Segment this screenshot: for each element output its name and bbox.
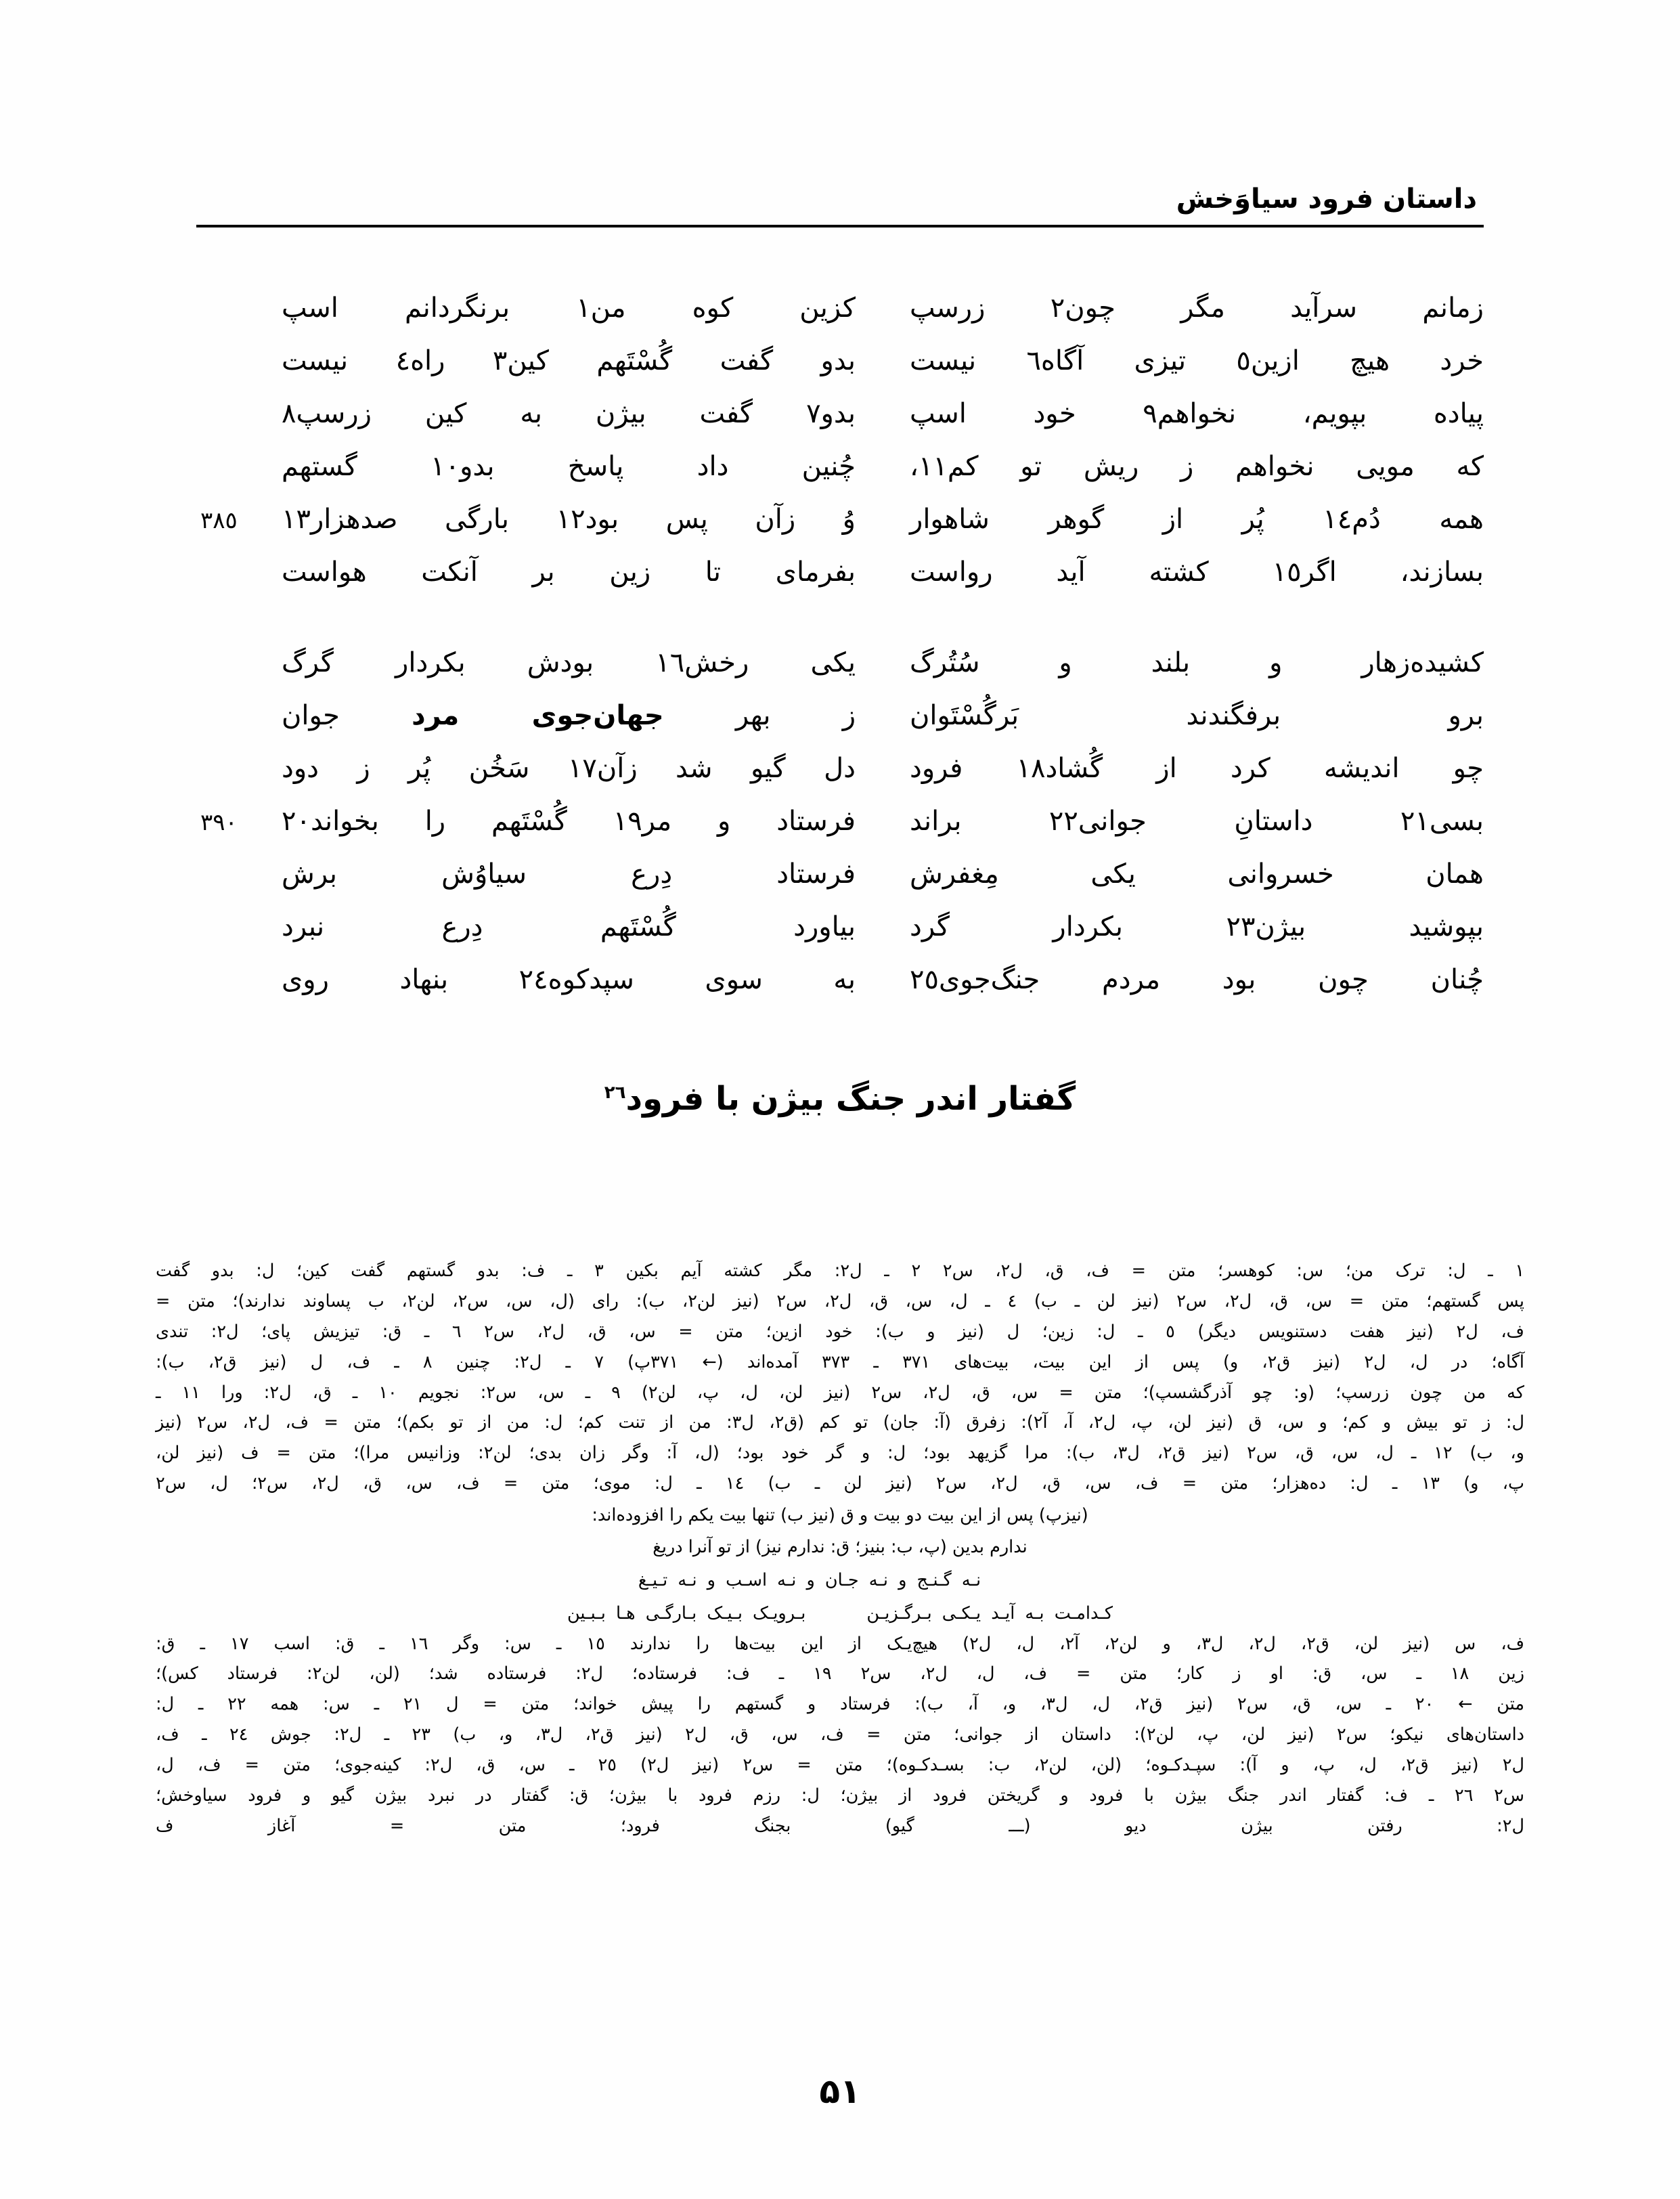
- hemistich-right: [282, 699, 883, 733]
- footnote-line: (نیزپ) پس از این بیت دو بیت و ق (نیز ب) تنها بیت یکم را افزوده‌اند:: [592, 1505, 1088, 1525]
- hemistich-right: به سوی سپدکوه٢٤ بنهاد روی: [282, 964, 856, 995]
- hemistich-left: برو برفگندند بَرگُسْتَوان: [910, 700, 1484, 731]
- section-heading-footnote-marker: ٢٦: [604, 1083, 626, 1103]
- hemistich-text-post: جوان: [282, 700, 412, 731]
- hemistich-text-bold: جهان‌جوی مرد: [412, 700, 664, 731]
- footnote-quoted-verse: [156, 1565, 1524, 1596]
- verse-number: ٣٩٠: [200, 809, 238, 836]
- footnote-line: پس گستهم؛ متن = س، ق، ل٢، س٢ (نیز لن ـ ب) ٤ ـ ل، س، ق، ل٢، س٢ (نیز لن٢، ب): رای (ل، س، س٢، لن٢، ب پساوند ندارند)؛ متن =: [156, 1290, 1524, 1311]
- verse-line: [196, 752, 1484, 804]
- hemistich-right: وُ زآن پس بود١٢ بارگی صدهزار١٣: [282, 504, 856, 535]
- footnote-line: زین ١٨ ـ س، ق: او ز کار؛ متن = ف، ل، ل٢، س٢ ١٩ ـ ف: فرستاده؛ ل٢: فرستاده شد؛ (لن، لن٢: فرستاد کس)؛: [156, 1663, 1525, 1684]
- verse-number: ٣٨٥: [200, 507, 238, 534]
- footnote-line: ل: ز تو بیش و کم؛ و س، ق (نیز لن، پ، ل٢، آ، آ٢): زفرق (آ: جان) تو کم (ق٢، ل٣: من از تنت کم؛ ل: من از تو بکم)؛ متن = ف، ل٢، س٢ (نیز: [156, 1412, 1525, 1433]
- hemistich-left: بپوشید بیژن٢٣ بکردار گرد: [910, 911, 1484, 942]
- verse-line: [196, 344, 1484, 397]
- footnote-quoted-intro: ندارم بدین (پ، ب: بنیز؛ ق: ندارم نیز) از تو آنرا دریغ: [653, 1536, 1027, 1557]
- hemistich-right: چُنین داد پاسخ بدو١٠ گستهم: [282, 451, 856, 482]
- hemistich-left: کشیده‌زهار و بلند و سُتُرگ: [910, 647, 1484, 678]
- hemistich-right: بدو٧ گفت بیژن به کین زرسپ٨: [282, 398, 856, 429]
- hemistich-left: خرد هیچ ازین٥ تیزی آگاه٦ نیست: [910, 345, 1484, 376]
- verse-line: [196, 963, 1484, 1016]
- hemistich-right: فرستاد دِرع سیاوُش برش: [282, 858, 856, 890]
- footnote-line: ل٢ (نیز ق٢، ل، پ، و آ): سپـدکـوه؛ (لن، لن٢، ب: بسـدکـوه)؛ متن = س٢ (نیز ل٢) ٢٥ ـ س، ق، ل٢: کینه‌جوی؛ متن = ف، ل،: [156, 1755, 1524, 1775]
- verse-line: [196, 857, 1484, 910]
- hemistich-left: که مویی نخواهم ز ریش تو کم١١،: [910, 451, 1484, 482]
- verse-line: [196, 804, 1484, 857]
- footnotes-apparatus: [156, 1256, 1524, 1843]
- section-heading: [196, 1080, 1484, 1118]
- footnote-line: متن ← ٢٠ ـ س، ق، س٢ (نیز ق٢، ل، ل٣، و، آ، ب): فرستاد و گستهم را پیش خواند؛ متن = ل ٢١ ـ س: همه ٢٢ ـ ل:: [156, 1694, 1525, 1715]
- running-head: [196, 184, 1484, 227]
- footnote-verse-right: بـرویـک بـیـک بـارگـی هـا بـبـین: [567, 1603, 806, 1624]
- verse-line: [196, 450, 1484, 502]
- verse-line: [196, 502, 1484, 555]
- footnote-line: ١ ـ ل: ترک من؛ س: کوهسر؛ متن = ف، ق، ل٢، س٢ ٢ ـ ل٢: مگر کشته آیم بکین ٣ ـ ف: بدو گستهم گفت کین؛ ل: بدو گفت: [156, 1261, 1525, 1281]
- hemistich-right: فرستاد و مر١٩ گُسْتَهم را بخواند٢٠: [282, 806, 856, 837]
- footnote-line: ف، س (نیز لن، ق٢، ل٢، ل٣، و لن٢، آ٢، ل، ل٢) هیچ‌یـک از این بیت‌ها را ندارند ١٥ ـ س: وگر ١٦ ـ ق: اسب ١٧ ـ ق:: [156, 1633, 1525, 1654]
- verse-line: [196, 397, 1484, 450]
- footnote-verse-right: نـه گـنـج و نـه جـان و نـه اسـب و نـه تـیـغ: [638, 1569, 981, 1590]
- footnote-line: که من چون زرسپ؛ (و: چو آذرگشسپ)؛ متن = س، ق، ل٢، س٢ (نیز لن، ل، پ، لن٢) ٩ ـ س، س٢: نجویم ١٠ ـ ق، ل٢: ورا ١١ ـ: [156, 1382, 1524, 1403]
- footnote-line: داستان‌های نیکو؛ س٢ (نیز لن، پ، لن٢): داستان از جوانی؛ متن = ف، س، ق، ل٢ (نیز ق٢، ل٣، و، ب) ٢٣ ـ ل٢: جوش ٢٤ ـ ف،: [156, 1724, 1525, 1745]
- footnote-line: ف، ل٢ (نیز هفت دستنویس دیگر) ٥ ـ ل: زین؛ ل (نیز و ب): خود ازین؛ متن = س، ق، ل٢، س٢ ٦ ـ ق: تیزیش پای؛ ل٢: تندی: [156, 1321, 1524, 1342]
- verse-block-1: [196, 291, 1484, 608]
- hemistich-text-pre: ز بهر: [663, 700, 856, 731]
- verse-line: [196, 646, 1484, 699]
- verse-line: [196, 555, 1484, 608]
- footnote-line: س٢ ٢٦ ـ ف: گفتار اندر جنگ بیژن با فرود و گریختن فرود از بیژن؛ ل: رزم فرود با بیژن؛ ق: گفتار در نبرد بیژن گیو و فرود سیاوخش؛: [156, 1785, 1524, 1806]
- hemistich-right: بدو گفت گُسْتَهم کین٣ راه٤ نیست: [282, 345, 856, 376]
- hemistich-right: کزین کوه من١ برنگردانم اسپ: [282, 292, 856, 324]
- hemistich-left: چُنان چون بود مردم جنگ‌جوی٢٥: [910, 964, 1484, 995]
- verse-area: [196, 291, 1484, 1053]
- footnote-verse-left: کـدامـت بـه آیـد یـکـی بـرگـزیـن: [866, 1603, 1113, 1624]
- section-heading-text: گفتار اندر جنگ بیژن با فرود: [625, 1080, 1076, 1118]
- hemistich-right: دل گیو شد زآن١٧ سَخُن پُر ز دود: [282, 753, 856, 784]
- hemistich-right: یکی رخش١٦ بودش بکردار گرگ: [282, 647, 856, 678]
- hemistich-left: بسی٢١ داستانِ جوانی٢٢ براند: [910, 806, 1484, 837]
- header-rule: [196, 225, 1484, 227]
- verse-line: [196, 910, 1484, 963]
- hemistich-left: بسازند، اگر١٥ کشته آید رواست: [910, 557, 1484, 588]
- running-title: داستان فرود سیاوَخش: [1176, 183, 1477, 215]
- verse-line: [196, 699, 1484, 752]
- verse-line: [196, 291, 1484, 344]
- hemistich-left: همان خسروانی یکی مِغفرش: [910, 858, 1484, 890]
- footnote-quoted-verse: [156, 1598, 1524, 1629]
- hemistich-left: پیاده بپویم، نخواهم٩ خود اسپ: [910, 398, 1484, 429]
- footnote-line: آگاه؛ در ل، ل٢ (نیز ق٢، و) پس از این بیت، بیت‌های ٣٧١ ـ ٣٧٣ آمده‌اند (← ٣٧١پ) ٧ ـ ل٢: چنین ٨ ـ ف، ل (نیز ق٢، ب):: [156, 1351, 1525, 1372]
- page-number: ۵۱: [819, 2072, 861, 2111]
- hemistich-right: بفرمای تا زین بر آنکت هواست: [282, 557, 856, 588]
- verse-block-2: [196, 646, 1484, 1016]
- footnote-line: ل٢: رفتن بیژن دیو (ـــ گیو) بجنگ فرود؛ متن = آغاز ف: [156, 1815, 1524, 1836]
- footnote-line: پ، و) ١٣ ـ ل: ده‌هزار؛ متن = ف، س، ق، ل٢، س٢ (نیز لن ـ ب) ١٤ ـ ل: موی؛ متن = ف، س، ق، ل٢، س٢؛ ل، س٢: [156, 1473, 1525, 1494]
- hemistich-left: زمانم سرآید مگر چون٢ زرسپ: [910, 292, 1484, 324]
- hemistich-right: بیاورد گُسْتَهم دِرع نبرد: [282, 911, 856, 942]
- hemistich-left: چو اندیشه کرد از گُشاد١٨ فرود: [910, 753, 1484, 784]
- footnote-line: و، ب) ١٢ ـ ل، س، ق، س٢ (نیز ق٢، ل٣، ب): مرا گزیهد بود؛ ل: و گر خود بود؛ (ل، آ: وگر زان بدی؛ لن٢: وزانیس مرا)؛ متن = ف (نیز لن،: [156, 1443, 1524, 1464]
- hemistich-left: همه دُم١٤ پُر از گوهر شاهوار: [910, 504, 1484, 535]
